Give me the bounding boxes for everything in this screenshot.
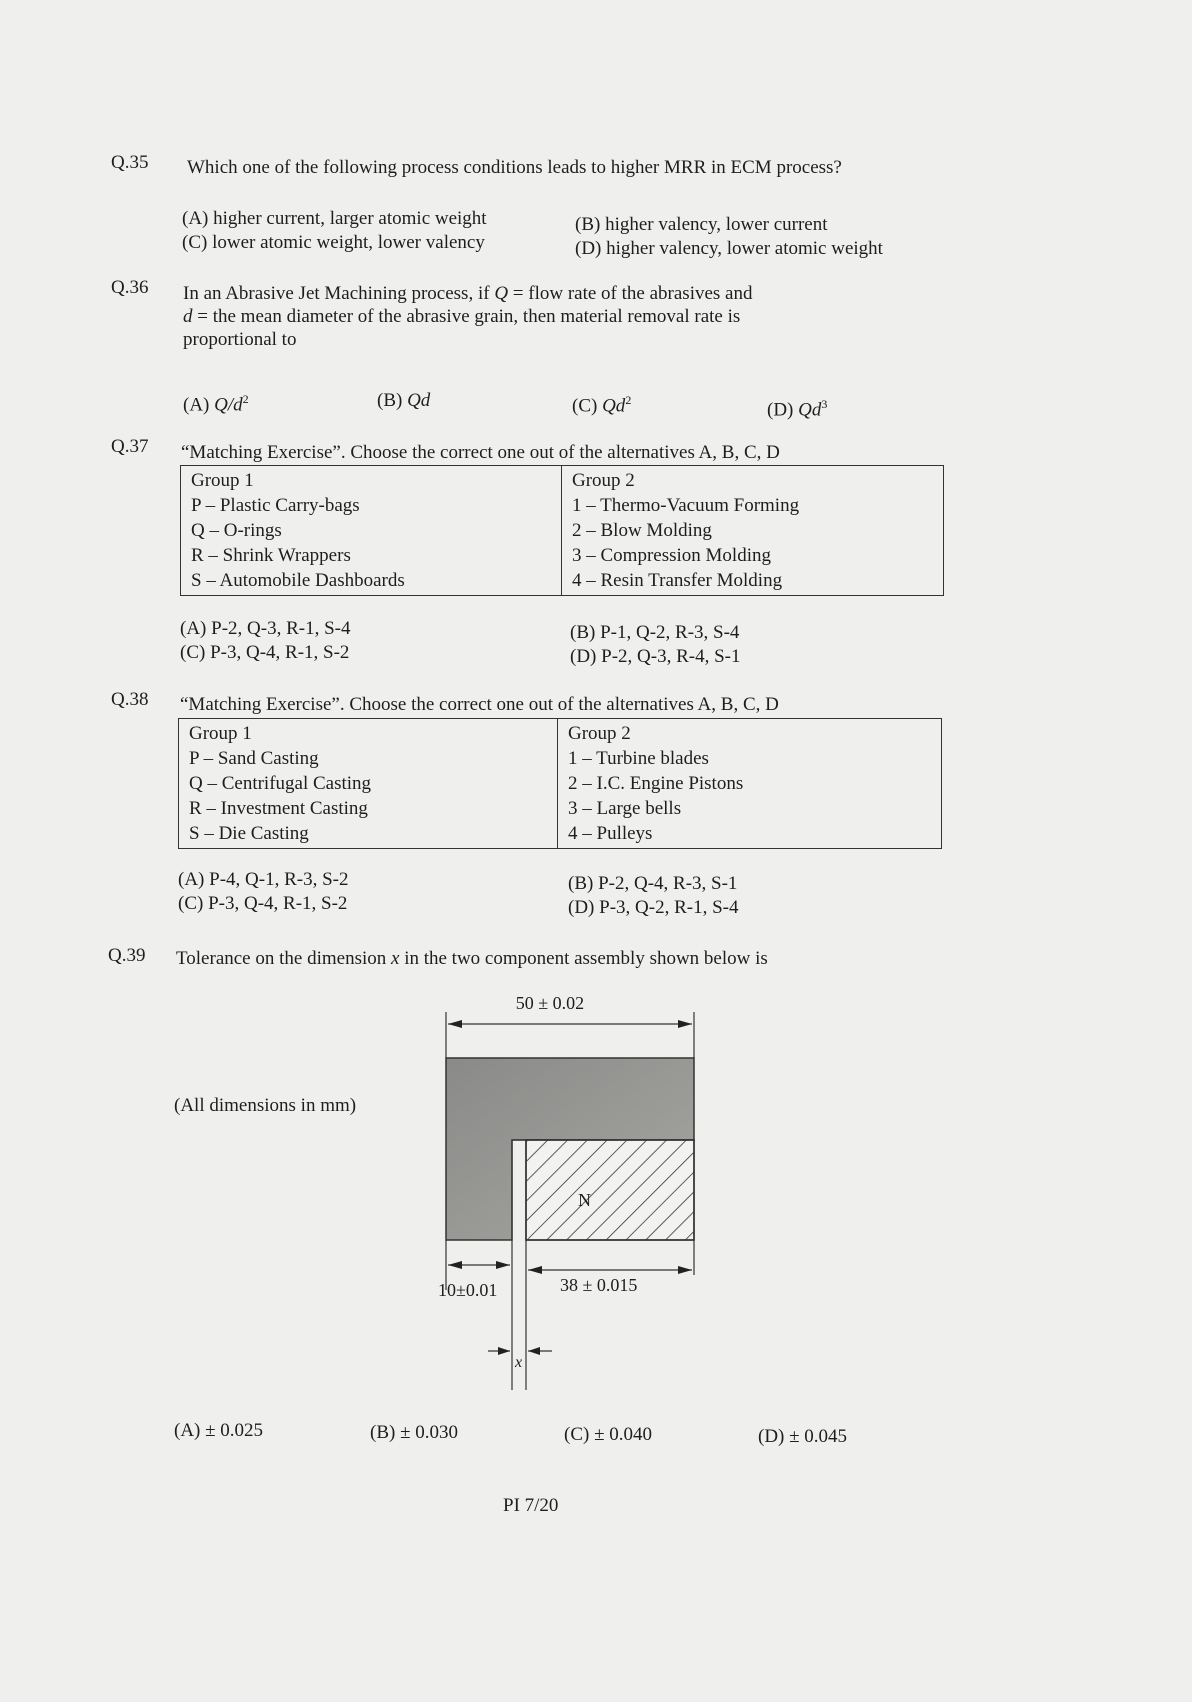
group2-item: 3 – Large bells — [568, 798, 682, 819]
option-b: (B) higher valency, lower current — [575, 214, 828, 235]
option-d: (D) Qd$^3$ — [767, 397, 828, 421]
group2-item: 4 – Pulleys — [568, 823, 653, 844]
arrow-head — [448, 1261, 462, 1269]
option-c: (C) Qd$^2$ — [572, 393, 632, 417]
question-text: “Matching Exercise”. Choose the correct one out of the alternatives A, B, C, D — [180, 694, 779, 715]
group1-item: S – Automobile Dashboards — [191, 570, 405, 591]
label-n: N — [578, 1190, 591, 1210]
arrow-head — [448, 1020, 462, 1028]
dim-top-label: 50 ± 0.02 — [515, 993, 585, 1013]
option-d: (D) higher valency, lower atomic weight — [575, 238, 883, 259]
option-b: (B) P-1, Q-2, R-3, S-4 — [570, 622, 740, 643]
question-text: Which one of the following process conditions leads to higher MRR in ECM process? — [187, 157, 842, 178]
option-c: (C) ± 0.040 — [564, 1424, 653, 1445]
page-number: PI 7/20 — [503, 1495, 559, 1516]
question-text-line1: In an Abrasive Jet Machining process, if Q = flow rate of the abrasives and — [183, 283, 753, 304]
option-a: (A) higher current, larger atomic weight — [182, 208, 487, 229]
group2-item: 2 – I.C. Engine Pistons — [568, 773, 744, 794]
group2-header: Group 2 — [572, 470, 635, 491]
option-b: (B) P-2, Q-4, R-3, S-1 — [568, 873, 738, 894]
option-d: (D) P-3, Q-2, R-1, S-4 — [568, 897, 739, 918]
arrow-head — [498, 1347, 510, 1355]
label-x: x — [515, 1354, 523, 1371]
question-number: Q.37 — [111, 436, 149, 457]
arrow-head — [528, 1266, 542, 1274]
group1-item: R – Shrink Wrappers — [191, 545, 351, 566]
group2-item: 4 – Resin Transfer Molding — [572, 570, 783, 591]
option-b: (B) Qd — [377, 390, 431, 411]
question-number: Q.39 — [108, 945, 146, 966]
group1-header: Group 1 — [191, 470, 254, 491]
dim-right-label: 38 ± 0.015 — [560, 1275, 638, 1295]
option-d: (D) ± 0.045 — [758, 1426, 848, 1447]
group2-item: 2 – Blow Molding — [572, 520, 712, 541]
question-number: Q.35 — [111, 152, 149, 173]
option-a: (A) ± 0.025 — [174, 1420, 264, 1441]
option-c: (C) P-3, Q-4, R-1, S-2 — [178, 893, 348, 914]
arrow-head — [528, 1347, 540, 1355]
group2-item: 3 – Compression Molding — [572, 545, 771, 566]
matching-table — [180, 465, 944, 596]
option-a: (A) P-4, Q-1, R-3, S-2 — [178, 869, 349, 890]
group1-cell — [181, 466, 562, 596]
question-number: Q.36 — [111, 277, 149, 298]
group1-cell — [179, 719, 558, 849]
arrow-head — [678, 1020, 692, 1028]
dim-left-label: 10±0.01 — [438, 1280, 498, 1300]
question-text-line3: proportional to — [183, 329, 297, 350]
group2-cell — [558, 719, 942, 849]
arrow-head — [496, 1261, 510, 1269]
group1-item: P – Sand Casting — [189, 748, 319, 769]
group2-item: 1 – Turbine blades — [568, 748, 709, 769]
group1-item: Q – O-rings — [191, 520, 282, 541]
question-text: “Matching Exercise”. Choose the correct one out of the alternatives A, B, C, D — [181, 442, 780, 463]
dimension-note: (All dimensions in mm) — [174, 1095, 357, 1116]
group2-item: 1 – Thermo-Vacuum Forming — [572, 495, 800, 516]
group1-item: R – Investment Casting — [189, 798, 368, 819]
group2-cell — [562, 466, 944, 596]
matching-table — [178, 718, 942, 849]
option-c: (C) lower atomic weight, lower valency — [182, 232, 485, 253]
question-text-line2: d = the mean diameter of the abrasive grain, then material removal rate is — [183, 306, 741, 327]
hatched-component — [526, 1140, 694, 1240]
option-d: (D) P-2, Q-3, R-4, S-1 — [570, 646, 741, 667]
group1-item: P – Plastic Carry-bags — [191, 495, 360, 516]
option-c: (C) P-3, Q-4, R-1, S-2 — [180, 642, 350, 663]
arrow-head — [678, 1266, 692, 1274]
option-b: (B) ± 0.030 — [370, 1422, 459, 1443]
group1-item: Q – Centrifugal Casting — [189, 773, 372, 794]
assembly-figure — [420, 990, 720, 1390]
option-a: (A) $Q/d^2$ — [183, 392, 249, 416]
group1-item: S – Die Casting — [189, 823, 309, 844]
question-number: Q.38 — [111, 689, 149, 710]
group2-header: Group 2 — [568, 723, 631, 744]
question-text: Tolerance on the dimension x in the two component assembly shown below is — [176, 948, 768, 969]
group1-header: Group 1 — [189, 723, 252, 744]
option-a: (A) P-2, Q-3, R-1, S-4 — [180, 618, 351, 639]
